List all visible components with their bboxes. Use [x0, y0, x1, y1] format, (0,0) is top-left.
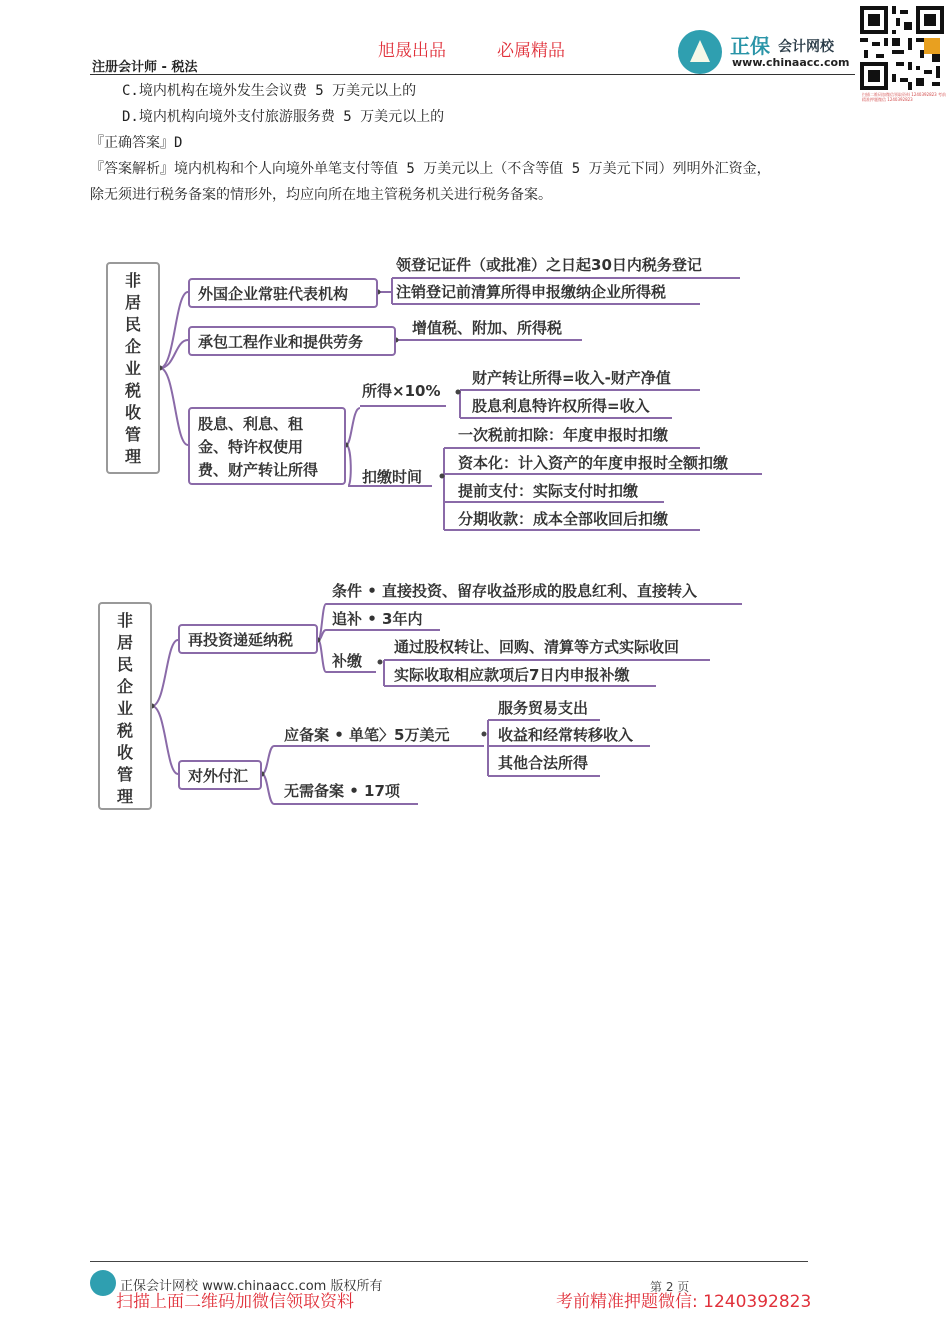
- logo-name-secondary: 会计网校: [778, 39, 834, 55]
- mindmap1-leaf-capitalized: 资本化：计入资产的年度申报时全额扣缴: [458, 454, 729, 472]
- header-promo-right: 必属精品: [497, 41, 565, 61]
- footer-promo-left: 扫描上面二维码加微信领取资料: [116, 1292, 354, 1312]
- passive-income-line-2: 金、特许权使用: [198, 438, 304, 456]
- passive-income-line-1: 股息、利息、租: [198, 415, 304, 433]
- mindmap2-root-label: 非居民企业税收管理: [116, 611, 133, 806]
- footer-logo-icon: [90, 1270, 116, 1296]
- mindmap1-sub-withholding-time: 扣缴时间: [362, 468, 423, 486]
- page-number: 第 2 页: [650, 1280, 690, 1294]
- mindmap2-leaf-income-transfer: 收益和经常转移收入: [498, 726, 634, 744]
- header-promo-left: 旭晟出品: [378, 41, 446, 61]
- mindmap2-root: [98, 602, 152, 810]
- mindmap1-leaf-dividend-income: 股息利息特许权所得=收入: [472, 397, 650, 415]
- logo-url: www.chinaacc.com: [732, 56, 850, 69]
- course-title: 注册会计师 - 税法: [92, 60, 198, 75]
- mindmap2-leaf-7-day-filing: 实际收取相应款项后7日内申报补缴: [394, 666, 630, 684]
- mindmap1-root-label: 非居民企业税收管理: [124, 271, 141, 466]
- mindmap2-branch-outbound-payment: 对外付汇: [178, 760, 262, 790]
- mindmap1-root: [106, 262, 160, 474]
- mindmap1-sub-rate: 所得×10%: [362, 382, 441, 400]
- mindmap2-leaf-actual-recovery: 通过股权转让、回购、清算等方式实际收回: [394, 638, 680, 656]
- footer-promo-right: 考前精准押题微信: 1240392823: [556, 1292, 812, 1312]
- mindmap1-branch-passive-income: [188, 407, 346, 485]
- mindmap1-leaf-property-transfer: 财产转让所得=收入-财产净值: [472, 369, 671, 387]
- mindmap1-branch-rep-office: 外国企业常驻代表机构: [188, 278, 378, 308]
- option-c: C.境内机构在境外发生会议费 5 万美元以上的: [122, 83, 417, 99]
- mindmap2-leaf-other-income: 其他合法所得: [498, 754, 589, 772]
- mindmap1-leaf-one-time: 一次税前扣除：年度申报时扣缴: [458, 426, 669, 444]
- answer-analysis-line-2: 除无须进行税务备案的情形外，均应向所在地主管税务机关进行税务备案。: [90, 187, 552, 203]
- mindmap1-leaf-prepayment: 提前支付：实际支付时扣缴: [458, 482, 639, 500]
- passive-income-line-3: 费、财产转让所得: [198, 461, 319, 479]
- logo-name-primary: 正保: [730, 34, 770, 58]
- mindmap2-leaf-recovery-period: 追补 • 3年内: [332, 610, 423, 628]
- mindmap2-sub-no-filing: 无需备案 • 17项: [284, 782, 400, 800]
- mindmap1-leaf-registration: 领登记证件（或批准）之日起30日内税务登记: [396, 256, 702, 274]
- mindmap1-branch-contracting: 承包工程作业和提供劳务: [188, 326, 396, 356]
- qr-caption: 扫描二维码加微信领取资料 1240392823 考前精准押题微信 1240392823: [862, 92, 946, 102]
- correct-answer: 『正确答案』D: [90, 135, 183, 151]
- mindmap1-leaf-installment: 分期收款：成本全部收回后扣缴: [458, 510, 669, 528]
- mindmap2-leaf-service-trade: 服务贸易支出: [498, 699, 589, 717]
- option-d: D.境内机构向境外支付旅游服务费 5 万美元以上的: [122, 109, 445, 125]
- mindmap2-branch-reinvestment: 再投资递延纳税: [178, 624, 318, 654]
- mindmap1-leaf-taxes: 增值税、附加、所得税: [412, 319, 563, 337]
- answer-analysis-line-1: 『答案解析』境内机构和个人向境外单笔支付等值 5 万美元以上（不含等值 5 万美元下同）列明外汇资金，: [90, 161, 771, 177]
- mindmap1-leaf-deregistration: 注销登记前清算所得申报缴纳企业所得税: [396, 283, 667, 301]
- footer-divider: [90, 1261, 808, 1262]
- mindmap2-sub-back-payment: 补缴: [332, 652, 363, 670]
- footer-copyright: 正保会计网校 www.chinaacc.com 版权所有: [120, 1279, 383, 1294]
- mindmap2-sub-filing-required: 应备案 • 单笔〉5万美元: [284, 726, 450, 744]
- mindmap2-leaf-conditions: 条件 • 直接投资、留存收益形成的股息红利、直接转入: [332, 582, 698, 600]
